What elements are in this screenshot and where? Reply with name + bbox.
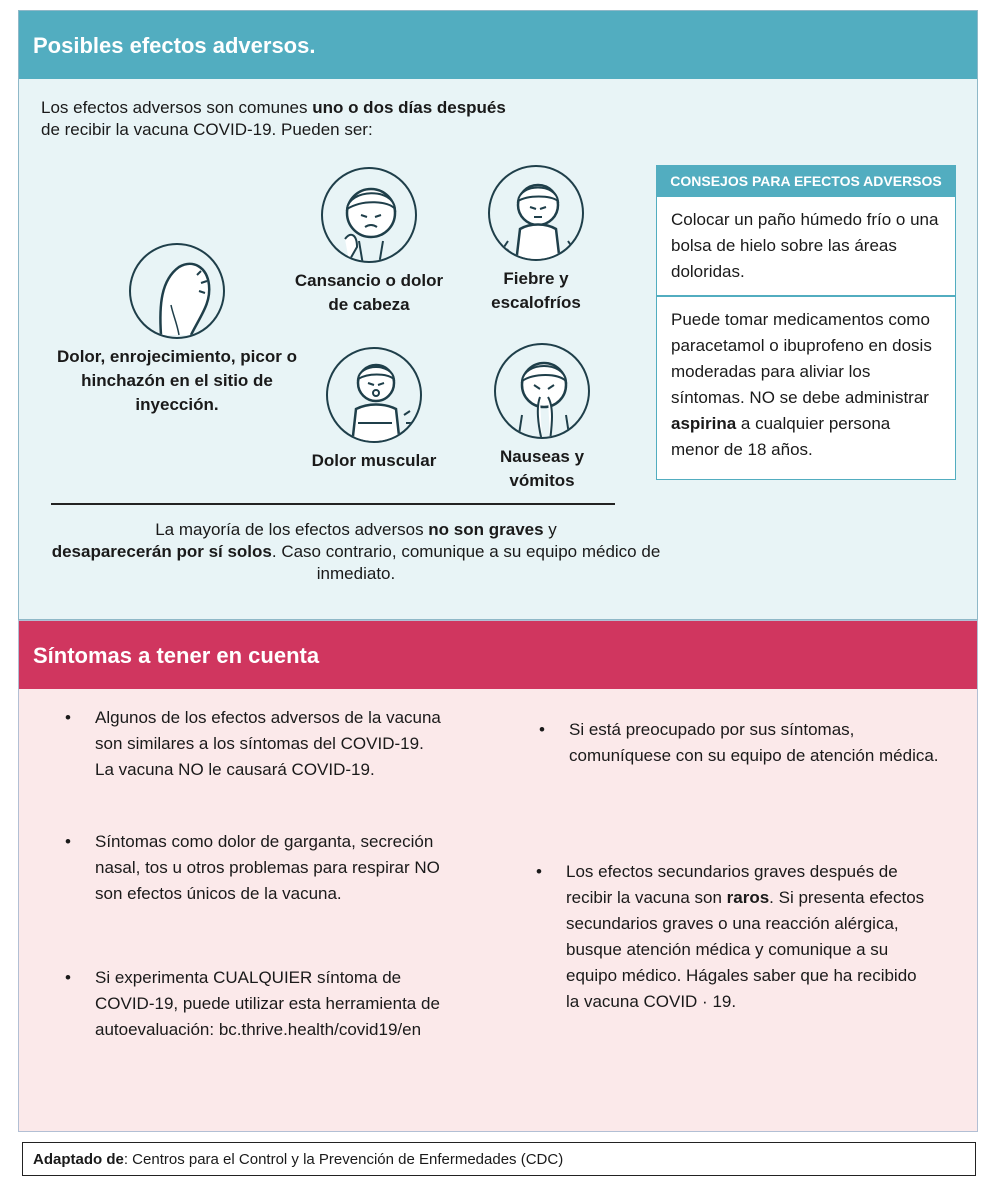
effect-muscle-pain <box>289 347 459 473</box>
tips-box <box>656 165 956 480</box>
list-item: • Síntomas como dolor de garganta, secreción nasal, tos u otros problemas para respirar NO son efectos únicos de la vacuna. <box>95 829 447 907</box>
side-effects-title: Posibles efectos adversos. <box>19 11 977 79</box>
effect-headache <box>289 167 449 317</box>
divider-line <box>51 503 615 505</box>
bullet-icon: • <box>539 720 545 739</box>
list-item: • Algunos de los efectos adversos de la vacuna son similares a los síntomas del COVID-19. La vacuna NO le causará COVID-19. <box>95 705 441 783</box>
headache-icon <box>321 167 417 263</box>
effect-nausea <box>477 343 607 493</box>
muscle-pain-icon <box>326 347 422 443</box>
effect-label: Cansancio o dolor de cabeza <box>294 271 444 314</box>
intro-text: Los efectos adversos son comunes uno o dos días después de recibir la vacuna COVID-19. Pueden ser: <box>41 98 506 139</box>
list-item: • Si experimenta CUALQUIER síntoma de COVID-19, puede utilizar esta herramienta de autoevaluación: bc.thrive.health/covid19/en <box>95 965 441 1043</box>
effect-fever <box>471 165 601 315</box>
symptoms-panel <box>18 620 978 1132</box>
arm-injection-icon <box>129 243 225 339</box>
bullet-icon: • <box>536 862 542 881</box>
effect-label: Dolor muscular <box>311 451 437 470</box>
bullet-icon: • <box>65 832 71 851</box>
tip-cold-compress: Colocar un paño húmedo frío o una bolsa de hielo sobre las áreas doloridas. <box>671 210 939 281</box>
symptoms-title: Síntomas a tener en cuenta <box>19 621 977 689</box>
effect-label: Nauseas y vómitos <box>499 447 585 490</box>
source-footer: Adaptado de: Centros para el Control y la Prevención de Enfermedades (CDC) <box>22 1142 976 1176</box>
effect-label: Dolor, enrojecimiento, picor o hinchazón en el sitio de inyección. <box>57 347 297 414</box>
effect-injection-site <box>47 243 307 417</box>
list-item: • Los efectos secundarios graves después de recibir la vacuna son raros. Si presenta efectos secundarios graves o una reacción alérgica, busque atención médica y comunique a su equipo médico. Hágales saber que ha recibido la vacuna COVID · 19. <box>566 859 934 1015</box>
bullet-icon: • <box>65 708 71 727</box>
summary-text: La mayoría de los efectos adversos no son graves y desaparecerán por sí solos. Caso contrario, comunique a su equipo médico de inmediato. <box>51 520 661 583</box>
effect-label: Fiebre y escalofríos <box>491 269 581 312</box>
side-effects-panel <box>18 10 978 620</box>
fever-chills-icon <box>488 165 584 261</box>
tips-title: CONSEJOS PARA EFECTOS ADVERSOS <box>657 166 955 197</box>
list-item: • Si está preocupado por sus síntomas, comuníquese con su equipo de atención médica. <box>569 717 939 769</box>
tip-medication: Puede tomar medicamentos como paracetamol o ibuprofeno en dosis moderadas para aliviar los síntomas. NO se debe administrar aspirina a cualquier persona menor de 18 años. <box>657 295 955 479</box>
nausea-icon <box>494 343 590 439</box>
bullet-icon: • <box>65 968 71 987</box>
